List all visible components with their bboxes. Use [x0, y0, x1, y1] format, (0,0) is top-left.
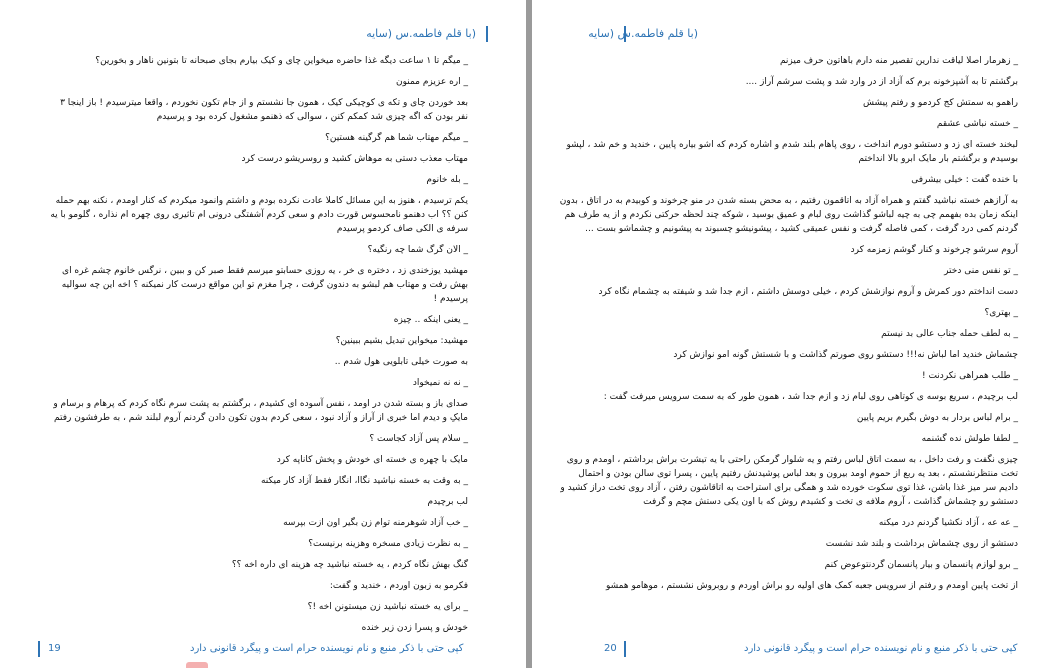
- paragraph: مهشید یوزخندی زد ، دختره ی خر ، یه روزی حسابتو میرسم فقط صبر کن و ببین ، نرگس خانوم چشم غره ای بهش رفت و مهتاب هم لبشو به دندون گرفت ، چرا مغزم تو این مواقع درست کار نمیکنه ؟ اخه این چه سوالیه پرسیدم !: [61, 266, 468, 305]
- paragraph: _ یعنی اینکه .. چیزه: [393, 315, 468, 326]
- paragraph: _ بهتری؟: [984, 308, 1018, 319]
- page-number: 20: [604, 643, 617, 654]
- paragraph: _ میگم مهتاب شما هم گرگینه هستین؟: [325, 133, 468, 144]
- paragraph: برگشتم تا به آشپزخونه برم که آزاد از در وارد شد و پشت سرشم آراز ....: [745, 76, 1018, 87]
- footer-bar: [624, 641, 626, 657]
- header-text: (با قلم فاطمه.س (سایه: [588, 27, 698, 40]
- paragraph: لبخند خسته ای زد و دستشو دورم انداخت ، روی پاهام بلند شدم و اشاره کردم که اشو بیاره پایین ، خندید و خم شد ، لپشو بوسیدم و برگشتم بار مایک ابرو بالا انداختم: [566, 139, 1018, 165]
- paragraph: _ به لطف حمله جناب عالی بد نیستم: [881, 329, 1018, 340]
- paragraph: _ خسته نباشی عشقم: [936, 118, 1018, 129]
- page-header: [0, 24, 526, 44]
- paragraph: چیزی نگفت و رفت داخل ، به سمت اتاق لباس رفتم و یه شلوار گرمکن راحتی با یه تیشرت براش برداشتم ، اومدم و روی تخت منتظرنشستم ، بعد یه ربع از حموم اومد بیرون و بعد لباس پوشیدنش رفتیم پایین ، پسرا توی سالن بودن و احتمال دادیم سر میز غذا باشن، غذا توی سکوت خورده شد و همگی برای استراحت به اتاقاشون رفتن ، آزاد روی تخت دراز کشید و دستشو رو چشماش گذاشت ، آروم ملافه ی تخت و کشیدم روش که با اون یکی دستش مچم و گرفت: [560, 455, 1018, 508]
- paragraph: _ به وقت به خسته نباشید نگاا، انگار فقط آزاد کار میکنه: [260, 476, 468, 487]
- header-bar: [486, 26, 488, 42]
- paragraph: به صورت خیلی تابلویی هول شدم ..: [334, 357, 468, 368]
- paragraph: لب برچیدم ، سریع بوسه ی کوتاهی روی لبام زد و ازم جدا شد ، همون طور که به سمت سرویس میرفت گفت :: [603, 392, 1018, 403]
- paragraph: صدای باز و بسته شدن در اومد ، نفس آسوده ای کشیدم ، برگشتم به پشت سرم نگاه کردم که پرهام و برسام و مایکِ و دیدم اما خبری از آراز و آزاد نبود ، سعی کردم بدون تکون دادن گردنم آروم لبلند شم ، به طرفشون رفتم: [53, 399, 468, 424]
- paragraph: گنگ بهش نگاه کردم ، یه خسته نباشید چه هزینه ای داره اخه ؟؟: [231, 560, 468, 571]
- page-number: 19: [48, 643, 61, 654]
- paragraph: _ نه نه نمیخواد: [412, 378, 468, 389]
- copyright-notice: کپی حتی با ذکر منبع و نام نویسنده حرام است و پیگرد قانونی دارد: [190, 643, 464, 654]
- paragraph: _ میگم تا ۱ ساعت دیگه غذا حاضره میخواین چای و کیک بیارم بجای صبحانه تا بتونین ناهار و بخورین؟: [95, 56, 468, 66]
- paragraph: _ تو نفس منی دختر: [944, 266, 1018, 277]
- footer-bar: [38, 641, 40, 657]
- paragraph: _ برو لوازم پانسمان و بیار پانسمان گردنتوعوض کنم: [824, 560, 1018, 571]
- paragraph: خودش و پسرا زدن زیر خنده: [361, 623, 468, 634]
- paragraph: _ بله خانوم: [426, 175, 468, 186]
- paragraph: _ لطفا طولش نده گشنمه: [921, 434, 1018, 445]
- paragraph: آروم سرشو چرخوند و کنار گوشم زمزمه کرد: [850, 245, 1018, 256]
- paragraph: راهمو به سمتش کج کردمو و رفتم پیشش: [863, 97, 1018, 108]
- paragraph: از تخت پایین اومدم و رفتم از سرویس جعبه کمک های اولیه رو براش اوردم و روبروش نشستم ، موهامو همشو: [605, 581, 1018, 592]
- paragraph: _ طلب همراهی نکردنت !: [922, 371, 1018, 382]
- paragraph: _ عه عه ، آزاد نکشیا گردنم درد میکنه: [878, 518, 1018, 529]
- paragraph: دست انداختم دور کمرش و آروم نوازشش کردم ، خیلی دوسش داشتم ، ازم جدا شد و شیفته به چشمام نگاه کرد: [598, 287, 1018, 298]
- paragraph: _ به نظرت زیادی مسخره وهزینه برنیست؟: [308, 539, 468, 550]
- paragraph: _ برای یه خسته نباشید زن میستونن اخه !؟: [307, 602, 468, 613]
- paragraph: به آرازهم خسته نباشید گفتم و همراه آزاد به اتاقمون رفتیم ، به محض بسته شدن در منو چرخوند و کوبیدم به در اتاق ، بدون اینکه زمان بده بفهمم چی به چیه لباشو گذاشت روی لبام و عمیق بوسید ، شوکه چند لحظه حرکتی نکردم و از یه طرف هم گردنم کمی درد گرفت ، کمی فاصله گرفت و نفس عمیقی کشید ، پیشونیشو چسبوند به پیشونیم و چشماشو بست ...: [559, 196, 1018, 235]
- page-19: [0, 0, 526, 668]
- paragraph: چشماش خندید اما لباش نه!!! دستشو روی صورتم گذاشت و با شستش گونه امو نوازش کرد: [673, 350, 1018, 361]
- paragraph: _ اره عزیزم ممنون: [395, 76, 468, 87]
- paragraph: _ سلام پس آزاد کجاست ؟: [369, 434, 468, 445]
- page-marker: [186, 662, 208, 668]
- paragraph: دستشو از روی چشماش برداشت و بلند شد نشست: [825, 539, 1018, 550]
- paragraph: لب برچیدم: [427, 497, 468, 508]
- paragraph: فکرمو به زبون اوردم ، خندید و گفت:: [329, 581, 468, 592]
- page-body: [46, 54, 468, 634]
- paragraph: بعد خوردن چای و تکه ی کوچیکی کیک ، همون جا نشستم و از جام تکون نخوردم ، واقعا میترسیدم ! باز اینجا ۳ نفر بودن که اگه چیزی شد کمکم کنن ، سوالی که ذهنمو مشغول کرده بود و پرسیدم: [60, 97, 468, 123]
- paragraph: _ برام لباس بردار به دوش بگیرم بریم پایین: [856, 413, 1018, 424]
- copyright-notice: کپی حتی با ذکر منبع و نام نویسنده حرام است و پیگرد قانونی دارد: [744, 643, 1018, 654]
- header-text: (با قلم فاطمه.س (سایه: [366, 27, 476, 40]
- paragraph: مایک با چهره ی خسته ای خودش و پخش کاناپه کرد: [276, 455, 468, 466]
- paragraph: مهشید: میخواین تبدیل بشیم ببینین؟: [335, 336, 468, 347]
- page-header: [532, 24, 1058, 44]
- paragraph: _ زهرمار اصلا لیاقت ندارین تقصیر منه دارم باهاتون حرف میزنم: [779, 56, 1018, 66]
- page-footer: [532, 638, 1058, 660]
- paragraph: مهتاب معذب دستی به موهاش کشید و روسریشو درست کرد: [241, 154, 468, 165]
- paragraph: _ خب آزاد شوهرمنه توام زن بگیر اون ازت بپرسه: [283, 518, 468, 529]
- page-body: [558, 54, 1018, 624]
- paragraph: _ الان گرگ شما چه رنگیه؟: [367, 245, 468, 256]
- paragraph: یکم ترسیدم ، هنوز به این مسائل کاملا عادت نکرده بودم و داشتم وانمود میکردم که کنار اومدم ، نکنه بهم حمله کنن ؟؟ اب دهنمو نامحسوس قورت دادم و سعی کردم آشفتگی درونی ام تاثیری روی چهره ام نذاره ، گلومو با یه سرفه ی الکی صاف کردمو پرسیدم: [50, 196, 468, 235]
- page-20: [532, 0, 1058, 668]
- paragraph: با خنده گفت : خیلی بیشرفی: [911, 175, 1018, 186]
- page-footer: [0, 638, 526, 660]
